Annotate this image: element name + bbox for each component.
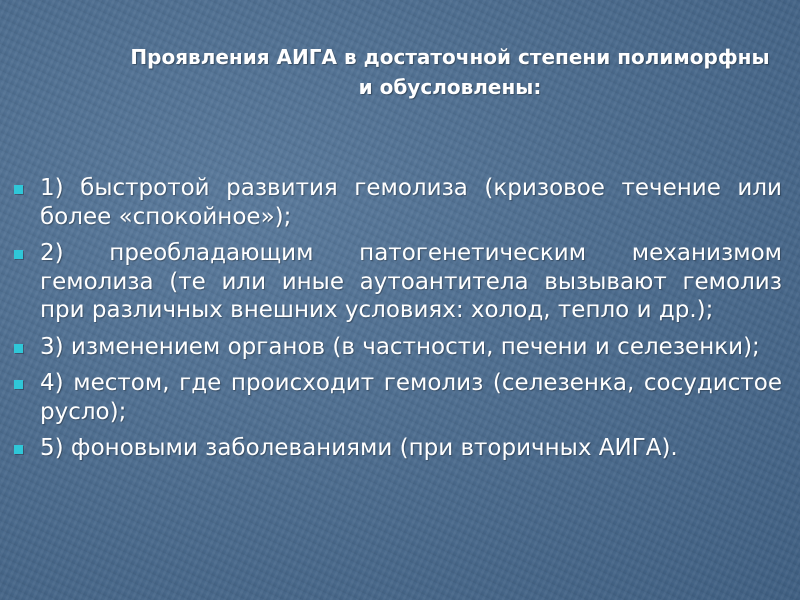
bullet-item-5 <box>12 434 782 463</box>
square-bullet-icon <box>14 380 23 389</box>
bullet-text: 4) местом, где происходит гемолиз (селезенка, сосудистое русло); <box>40 370 782 425</box>
bullet-item-2 <box>12 239 782 325</box>
square-bullet-icon <box>14 185 23 194</box>
square-bullet-icon <box>14 344 23 353</box>
bullet-text: 1) быстротой развития гемолиза (кризовое течение или более «спокойное»); <box>40 175 782 230</box>
slide-title: Проявления АИГА в достаточной степени полиморфны и обусловлены: <box>130 45 770 99</box>
square-bullet-icon <box>14 445 23 454</box>
bullet-item-3 <box>12 333 782 362</box>
bullet-text: 5) фоновыми заболеваниями (при вторичных АИГА). <box>40 435 678 461</box>
bullet-item-1 <box>12 174 782 231</box>
square-bullet-icon <box>14 250 23 259</box>
bullet-list <box>12 174 782 471</box>
bullet-text: 3) изменением органов (в частности, печени и селезенки); <box>40 333 760 360</box>
bullet-text: 2) преобладающим патогенетическим механизмом гемолиза (те или иные аутоантитела вызывают гемолиз при различных внешних условиях: холод, тепло и др.); <box>40 240 782 323</box>
bullet-item-4 <box>12 369 782 426</box>
